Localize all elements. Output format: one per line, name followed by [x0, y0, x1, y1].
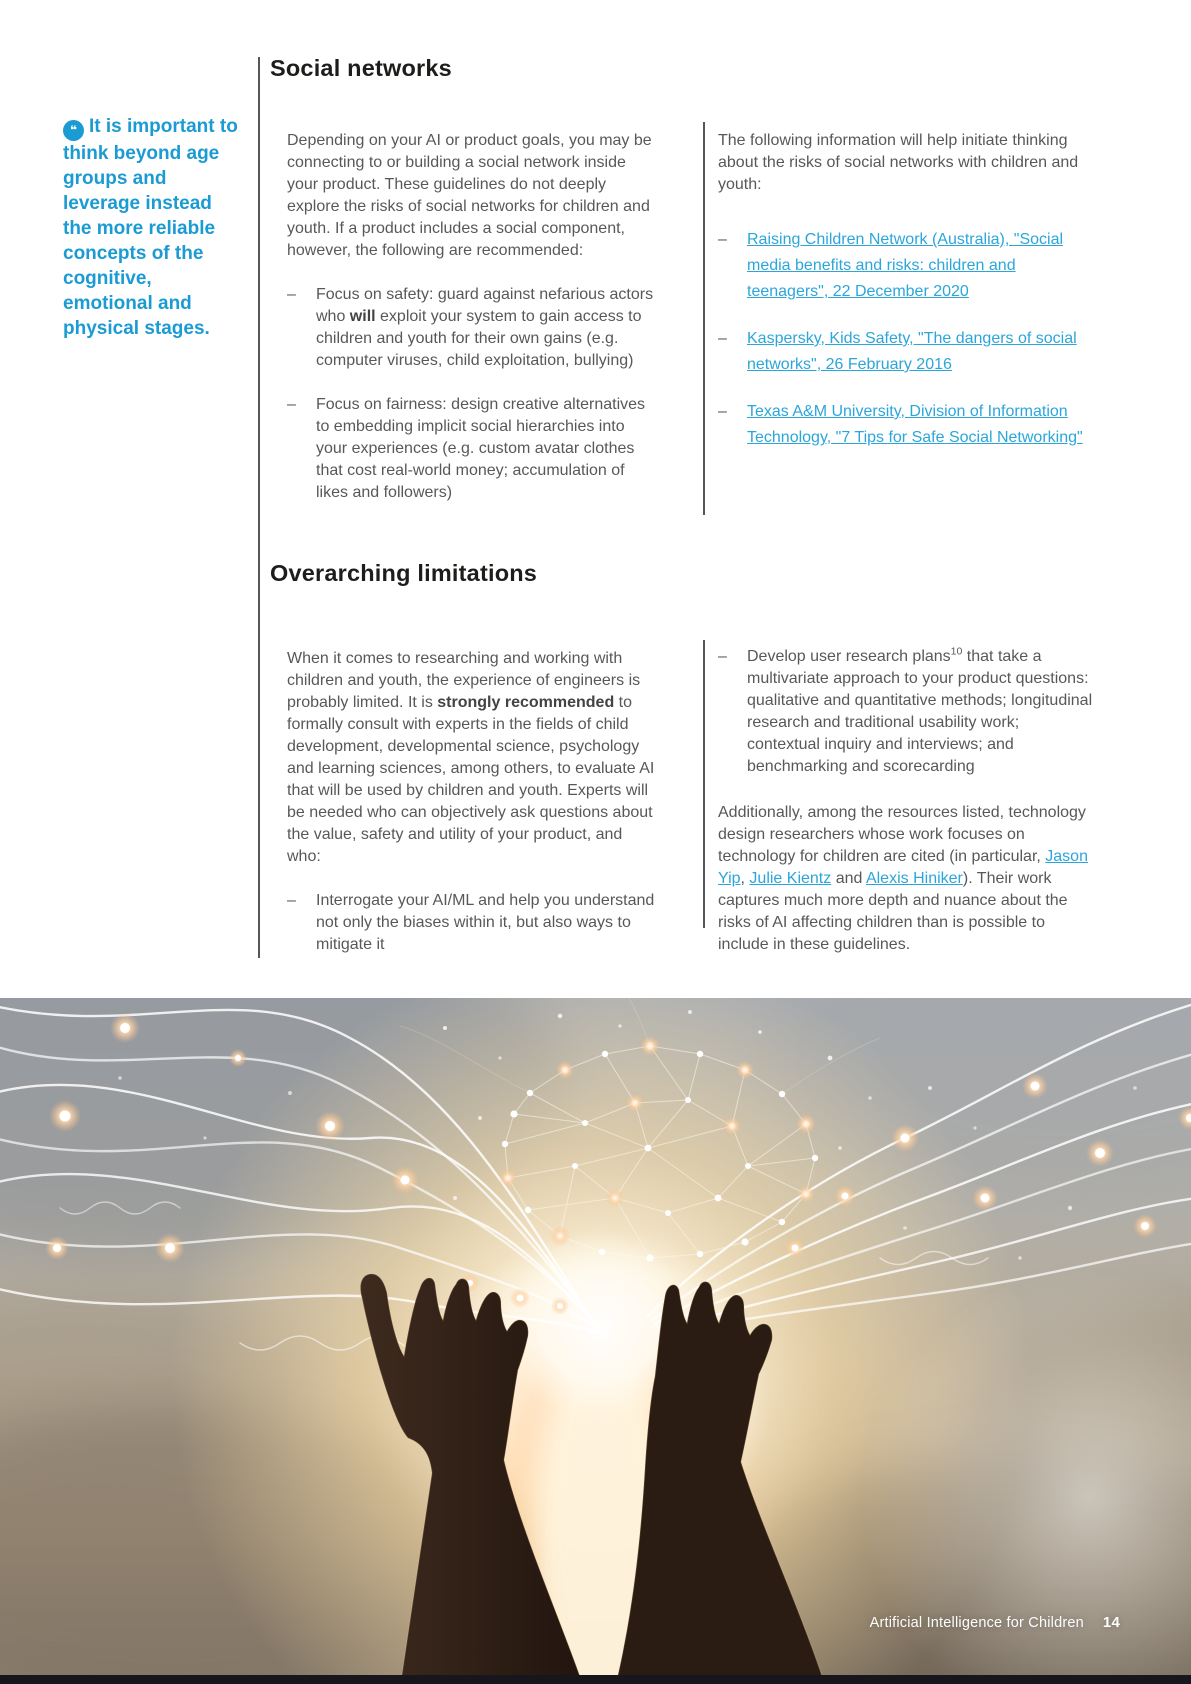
additionally-t2: , [740, 870, 750, 887]
bullet-safety-bold: will [349, 308, 376, 325]
list-item-safety [287, 284, 655, 372]
bullet-develop-post: that take a multivariate approach to your product questions: qualitative and quantitative methods; longitudinal research and traditional usability work; contextual inquiry and interviews; and benchmarking and scorecarding [747, 648, 1093, 775]
additionally-t1: Additionally, among the resources listed, technology design researchers whose work focuses on technology for children are cited (in particular, [718, 804, 1086, 865]
list-item-fairness [287, 394, 655, 504]
limitations-paragraph [287, 648, 655, 868]
list-dash: – [718, 648, 727, 665]
link-jason-yip[interactable]: Jason Yip [718, 848, 1088, 887]
resources-intro: The following information will help initiate thinking about the risks of social networks with children and youth: [718, 132, 1079, 193]
hands-network-photo [0, 998, 1191, 1684]
footnote-ref-10: 10 [950, 645, 963, 658]
pull-quote-text: It is important to think beyond age groups and leverage instead the more reliable concepts of the cognitive, emotional and physical stages. [63, 116, 238, 339]
social-networks-left-column [287, 130, 655, 526]
link-alexis-hiniker[interactable]: Alexis Hiniker [865, 870, 963, 887]
resource-link-item [718, 326, 1092, 378]
section-heading-overarching-limitations: Overarching limitations [270, 560, 538, 586]
list-dash: – [287, 286, 296, 303]
resource-link-item [718, 399, 1092, 451]
list-dash: – [287, 396, 296, 413]
link-julie-kientz[interactable]: Julie Kientz [749, 870, 832, 887]
bullet-safety-pre: Focus on safety: guard against nefarious actors who [316, 286, 654, 325]
hands-network-photo-svg [0, 998, 1191, 1684]
social-networks-right-column [718, 130, 1092, 472]
section-heading-social-networks: Social networks [270, 55, 452, 81]
limitations-left-column [287, 648, 655, 978]
vertical-divider-left [258, 57, 260, 958]
list-dash: – [718, 231, 727, 248]
limitations-right-column [718, 646, 1096, 978]
page-footer [870, 1614, 1120, 1631]
footer-document-title: Artificial Intelligence for Children [869, 1615, 1084, 1631]
bottom-strip [0, 1675, 1191, 1684]
link-kaspersky-kids-safety[interactable]: Kaspersky, Kids Safety, "The dangers of social networks", 26 February 2016 [747, 330, 1077, 373]
additionally-t3: and [831, 870, 866, 887]
limitations-para-pre: When it comes to researching and working with children and youth, the experience of engineers is probably limited. It is [287, 650, 641, 711]
vertical-divider-social [703, 122, 705, 515]
limitations-para-bold: strongly recommended [437, 694, 615, 711]
link-raising-children-network[interactable]: Raising Children Network (Australia), "Social media benefits and risks: children and teenagers", 22 December 2020 [747, 231, 1064, 300]
list-item-interrogate [287, 890, 655, 956]
list-dash: – [718, 403, 727, 420]
additionally-t4: ). Their work captures much more depth and nuance about the risks of AI affecting children than is possible to include in these guidelines. [718, 870, 1068, 953]
additionally-paragraph [718, 802, 1096, 956]
social-networks-intro: Depending on your AI or product goals, you may be connecting to or building a social network inside your product. These guidelines do not deeply explore the risks of social networks for children and youth. If a product includes a social component, however, the following are recommended: [287, 132, 652, 259]
resource-link-item [718, 227, 1092, 305]
bullet-safety-post: exploit your system to gain access to children and youth for their own gains (e.g. computer viruses, child exploitation, bullying) [316, 308, 642, 369]
bullet-fairness-text: Focus on fairness: design creative alternatives to embedding implicit social hierarchies into your experiences (e.g. custom avatar clothes that cost real-world money; accumulation of likes and followers) [316, 396, 646, 501]
list-dash: – [287, 892, 296, 909]
limitations-para-post: to formally consult with experts in the fields of child development, developmental science, psychology and learning sciences, among others, to evaluate AI that will be used by children and youth. Experts will be needed who can objectively ask questions about the value, safety and utility of your product, and who: [287, 694, 655, 865]
sunset-sky [0, 998, 1191, 1684]
list-item-develop [718, 646, 1096, 778]
link-texas-am-university[interactable]: Texas A&M University, Division of Information Technology, "7 Tips for Safe Social Networking" [747, 403, 1083, 446]
list-dash: – [718, 330, 727, 347]
bullet-develop-pre: Develop user research plans [747, 648, 951, 665]
quote-icon: ❝ [63, 120, 84, 141]
footer-page-number: 14 [1102, 1614, 1120, 1631]
vertical-divider-limitations [703, 640, 705, 928]
pull-quote [63, 114, 241, 341]
bullet-interrogate-text: Interrogate your AI/ML and help you understand not only the biases within it, but also ways to mitigate it [316, 892, 655, 953]
